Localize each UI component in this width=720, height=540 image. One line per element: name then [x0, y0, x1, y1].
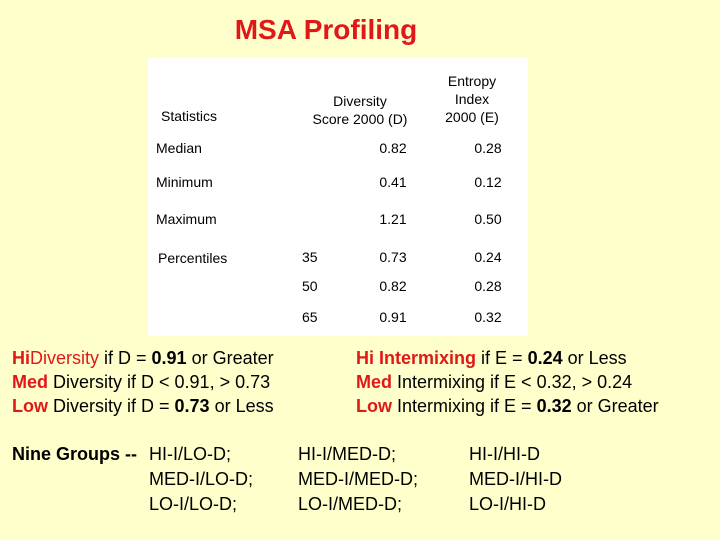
group-item: LO-I/MED-D; [298, 494, 403, 514]
group-item: HI-I/HI-D [469, 444, 540, 464]
entropy-value: 0.50 [474, 211, 502, 227]
group-item: LO-I/HI-D [469, 494, 547, 514]
group-item: HI-I/LO-D; [149, 444, 232, 464]
group-item: LO-I/LO-D; [149, 494, 238, 514]
page-title: MSA Profiling [234, 14, 418, 45]
intermixing-rules [356, 346, 659, 418]
intermixing-rule-hi: Hi Intermixing if E = 0.24 or Less [356, 348, 627, 368]
row-label: Maximum [156, 211, 217, 227]
entropy-value: 0.12 [474, 174, 502, 190]
entropy-value: 0.28 [474, 140, 502, 156]
group-item: HI-I/MED-D; [298, 444, 396, 464]
diversity-rules [12, 346, 274, 418]
diversity-value: 1.21 [379, 211, 407, 227]
diversity-value: 0.91 [379, 309, 407, 325]
diversity-rule-low: Low Diversity if D = 0.73 or Less [12, 396, 274, 416]
diversity-value: 0.41 [379, 174, 407, 190]
intermixing-rule-med: Med Intermixing if E < 0.32, > 0.24 [356, 372, 633, 392]
row-label: Minimum [156, 174, 213, 190]
groups-column-hi-d [469, 442, 562, 517]
header-entropy: Entropy Index 2000 (E) [445, 73, 499, 125]
entropy-value: 0.24 [474, 249, 502, 265]
group-item: MED-I/HI-D [469, 469, 562, 489]
diversity-value: 0.82 [379, 140, 407, 156]
percentile-value: 50 [302, 278, 318, 294]
groups-label: Nine Groups -- [12, 444, 137, 464]
groups-column-med-d [298, 442, 418, 517]
row-label: Median [156, 140, 202, 156]
group-item: MED-I/MED-D; [298, 469, 418, 489]
header-statistics: Statistics [161, 108, 218, 124]
diversity-value: 0.82 [379, 278, 407, 294]
diversity-value: 0.73 [379, 249, 407, 265]
group-item: MED-I/LO-D; [149, 469, 254, 489]
header-diversity: Diversity Score 2000 (D) [312, 93, 408, 127]
percentile-value: 35 [302, 249, 318, 265]
groups-column-low-d [149, 442, 253, 517]
entropy-value: 0.28 [474, 278, 502, 294]
diversity-rule-hi: HiDiversity if D = 0.91 or Greater [12, 348, 274, 368]
percentile-value: 65 [302, 309, 318, 325]
entropy-value: 0.32 [474, 309, 502, 325]
percentiles-label: Percentiles [158, 250, 228, 266]
diversity-rule-med: Med Diversity if D < 0.91, > 0.73 [12, 372, 271, 392]
intermixing-rule-low: Low Intermixing if E = 0.32 or Greater [356, 396, 659, 416]
stats-table [148, 58, 528, 336]
